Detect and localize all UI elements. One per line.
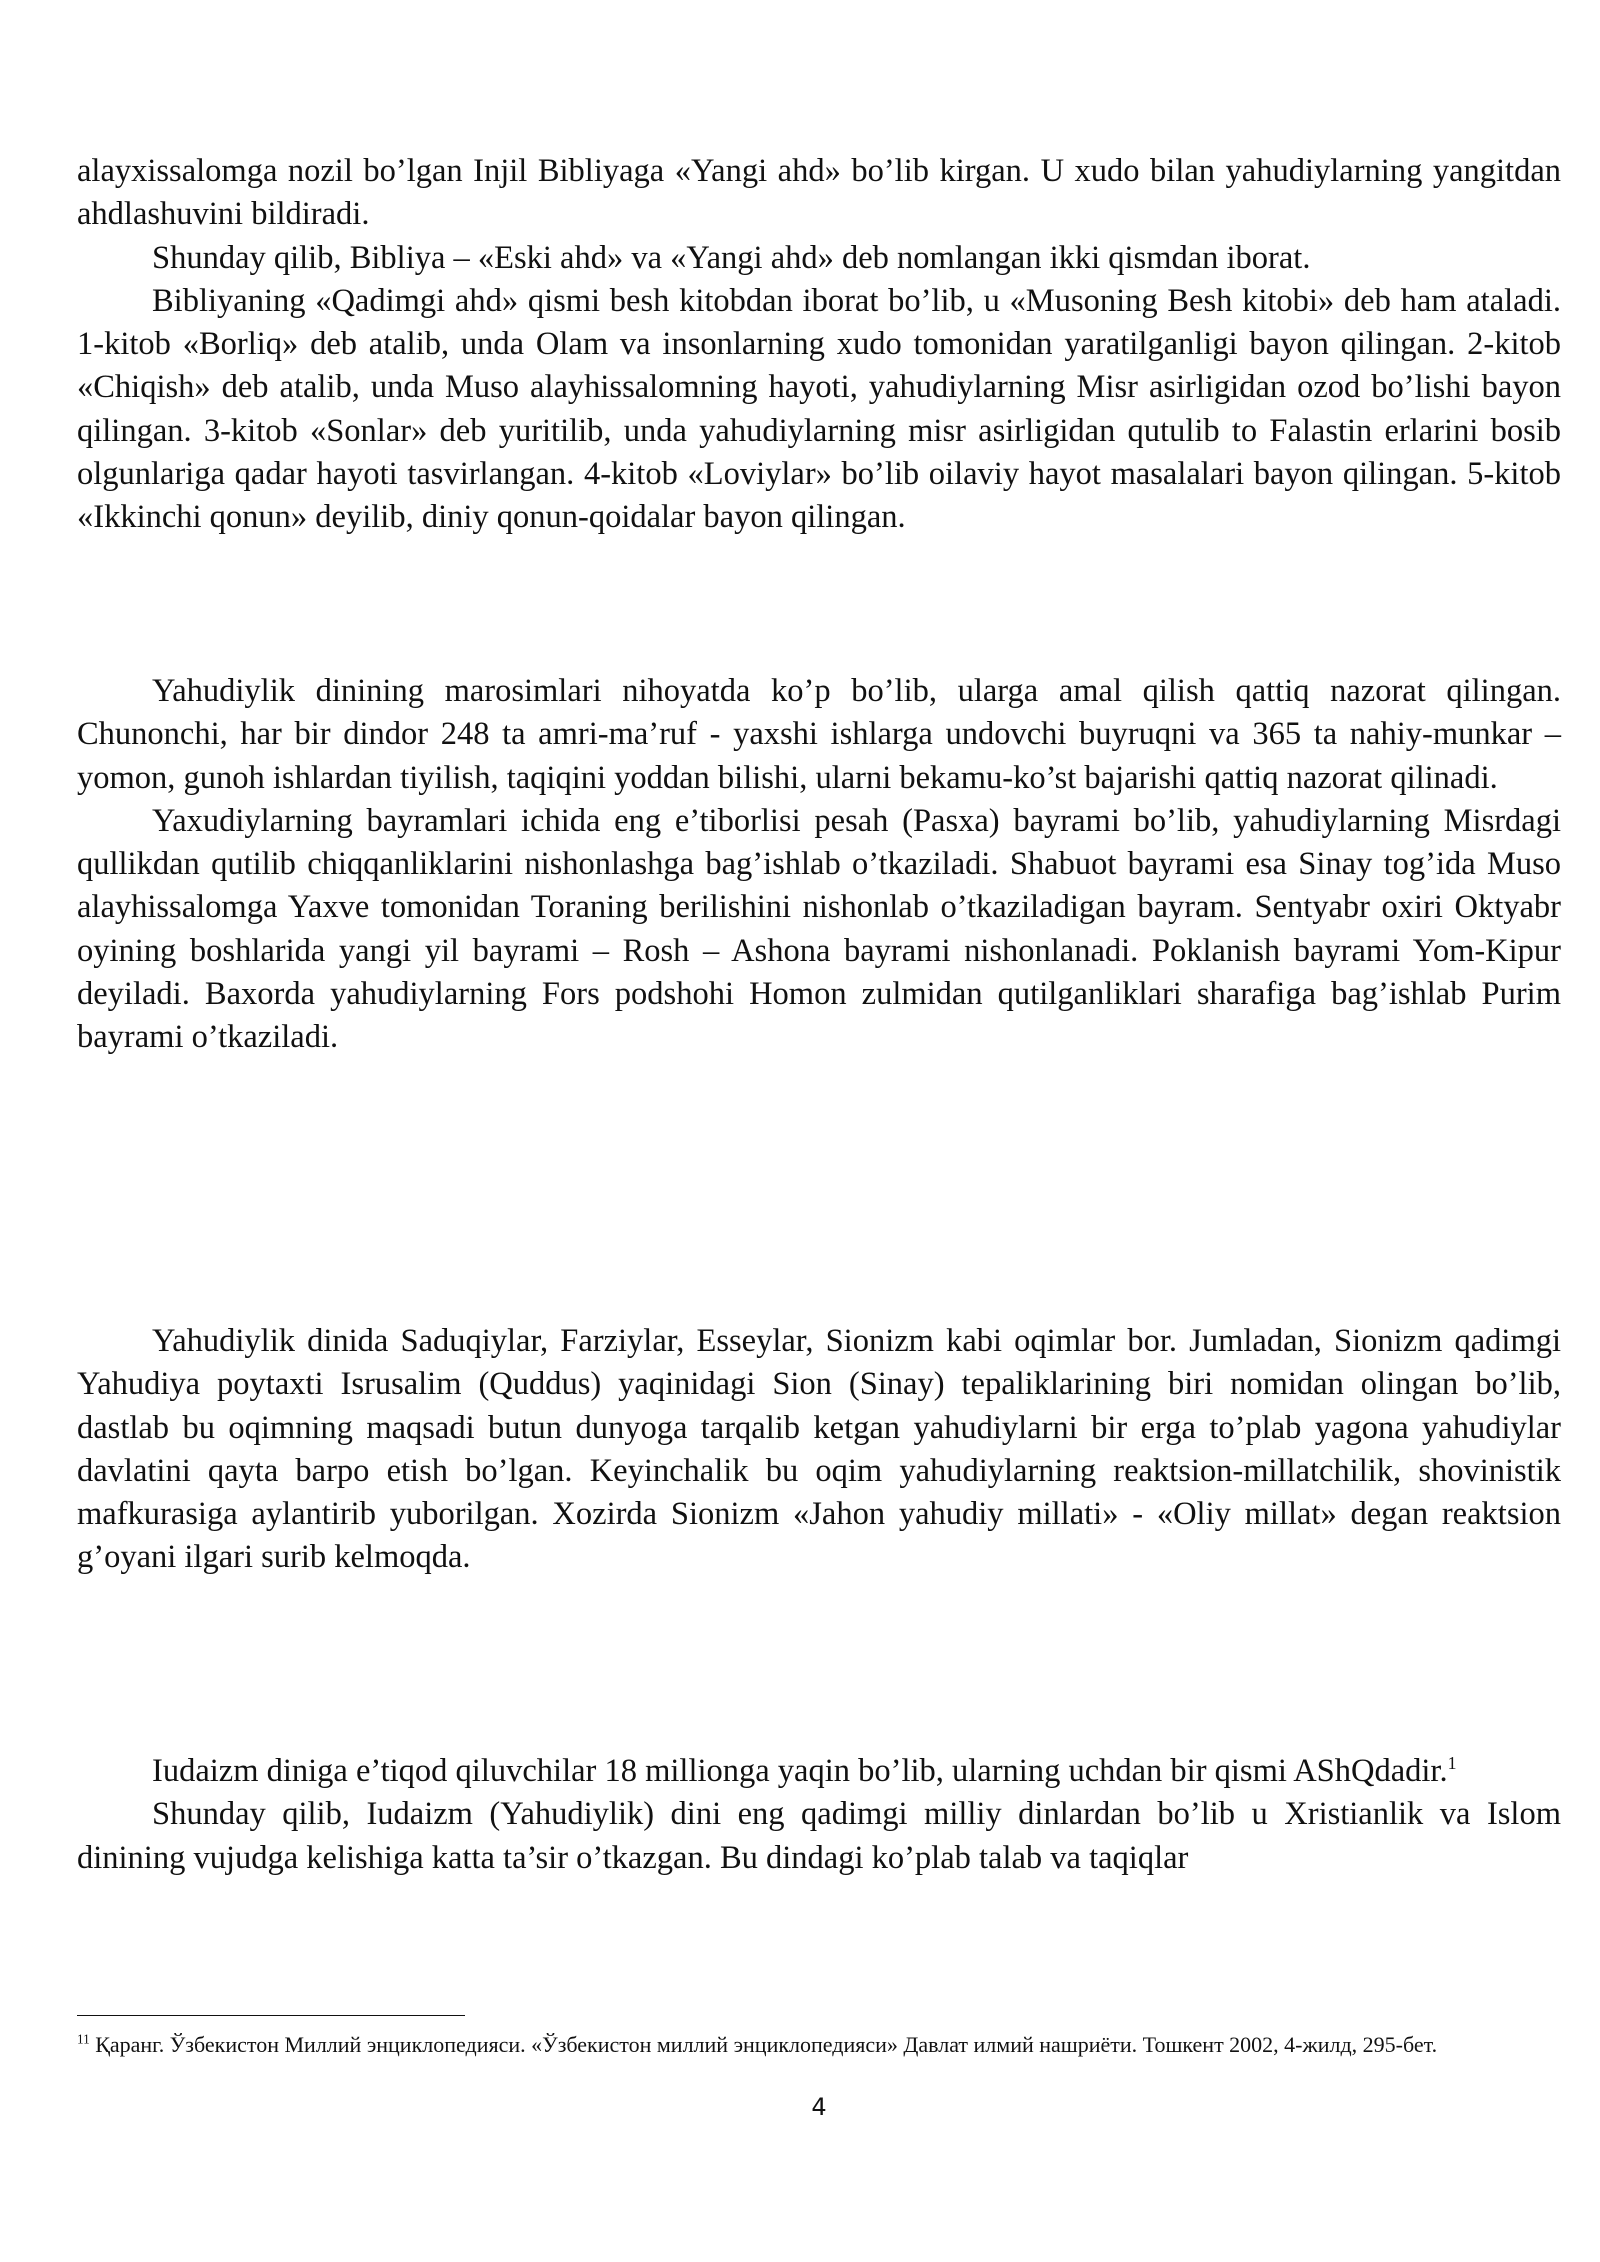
paragraph-text: Iudaizm diniga e’tiqod qiluvchilar 18 millionga yaqin bo’lib, ularning uchdan bir qismi AShQdadir. (152, 1753, 1448, 1789)
paragraph: Bibliyaning «Qadimgi ahd» qismi besh kitobdan iborat bo’lib, u «Musoning Besh kitobi» deb ham ataladi. 1-kitob «Borliq» deb atalib, unda Olam va insonlarning xudo tomonidan yaratilganligi bayon qilingan. 2-kitob «Chiqish» deb atalib, unda Muso alayhissalomning hayoti, yahudiylarning Misr asirligidan ozod bo’lishi bayon qilingan. 3-kitob «Sonlar» deb yuritilib, unda yahudiylarning misr asirligidan qutulib to Falastin erlarini bosib olgunlariga qadar hayoti tasvirlangan. 4-kitob «Loviylar» bo’lib oilaviy hayot masalalari bayon qilingan. 5-kitob «Ikkinchi qonun» deyilib, diniy qonun-qoidalar bayon qilingan. (77, 282, 1561, 536)
paragraph: alayxissalomga nozil bo’lgan Injil Bibliyaga «Yangi ahd» bo’lib kirgan. U xudo bilan yahudiylarning yangitdan ahdlashuvini bildiradi. (77, 153, 1561, 233)
paragraph: Shunday qilib, Bibliya – «Eski ahd» va «Yangi ahd» deb nomlangan ikki qismdan iborat. (152, 239, 1311, 276)
paragraph-with-footnote (77, 1750, 1561, 1793)
text-section-conclusion (77, 1750, 1561, 1880)
footnote-separator (77, 2015, 465, 2016)
footnote-reference[interactable]: 1 (1447, 1753, 1457, 1774)
paragraph: Yaxudiylarning bayramlari ichida eng e’tiborlisi pesah (Pasxa) bayrami bo’lib, yahudiylarning Misrdagi qullikdan qutilib chiqqanliklarini nishonlashga bag’ishlab o’tkaziladi. Shabuot bayrami esa Sinay tog’ida Muso alayhissalomga Yaxve tomonidan Toraning berilishini nishonlab o’tkaziladigan bayram. Sentyabr oxiri Oktyabr oyining boshlarida yangi yil bayrami – Rosh – Ashona bayrami nishonlanadi. Poklanish bayrami Yom-Kipur deyiladi. Baxorda yahudiylarning Fors podshohi Homon zulmidan qutilganliklari sharafiga bag’ishlab Purim bayrami o’tkaziladi. (77, 802, 1561, 1056)
paragraph: Yahudiylik dinining marosimlari nihoyatda ko’p bo’lib, ularga amal qilish qattiq nazorat qilingan. Chunonchi, har bir dindor 248 ta amri-ma’ruf - yaxshi ishlarga undovchi buyruqni va 365 ta nahiy-munkar – yomon, gunoh ishlardan tiyilish, taqiqini yoddan bilishi, ularni bekamu-ko’st bajarishi qattiq nazorat qilinadi. (77, 673, 1561, 796)
text-section-bible (77, 150, 1561, 540)
page-number: 4 (811, 2093, 827, 2121)
footnote (77, 2028, 1561, 2062)
paragraph: Yahudiylik dinida Saduqiylar, Farziylar, Esseylar, Sionizm kabi oqimlar bor. Jumladan, Sionizm qadimgi Yahudiya poytaxti Isrusalim (Quddus) yaqinidagi Sion (Sinay) tepaliklarining biri nomidan olingan bo’lib, dastlab bu oqimning maqsadi butun dunyoga tarqalib ketgan yahudiylarni bir erga to’plab yagona yahudiylar davlatini qayta barpo etish bo’lgan. Keyinchalik bu oqim yahudiylarning reaktsion-millatchilik, shovinistik mafkurasiga aylantirib yuborilgan. Xozirda Sionizm «Jahon yahudiy millati» - «Oliy millat» degan reaktsion g’oyani ilgari surib kelmoqda. (77, 1323, 1561, 1576)
footnote-text: Қаранг. Ўзбекистон Миллий энциклопедияси. «Ўзбекистон миллий энциклопедияси» Давлат илмий нашриёти. Тошкент 2002, 4-жилд, 295-бет. (95, 2032, 1438, 2057)
text-section-rituals (77, 670, 1561, 1060)
text-section-movements (77, 1320, 1561, 1580)
paragraph: Shunday qilib, Iudaizm (Yahudiylik) dini eng qadimgi milliy dinlardan bo’lib u Xristianlik va Islom dinining vujudga kelishiga katta ta’sir o’tkazgan. Bu dindagi ko’plab talab va taqiqlar (77, 1796, 1561, 1876)
footnote-marker: 11 (77, 2031, 90, 2047)
